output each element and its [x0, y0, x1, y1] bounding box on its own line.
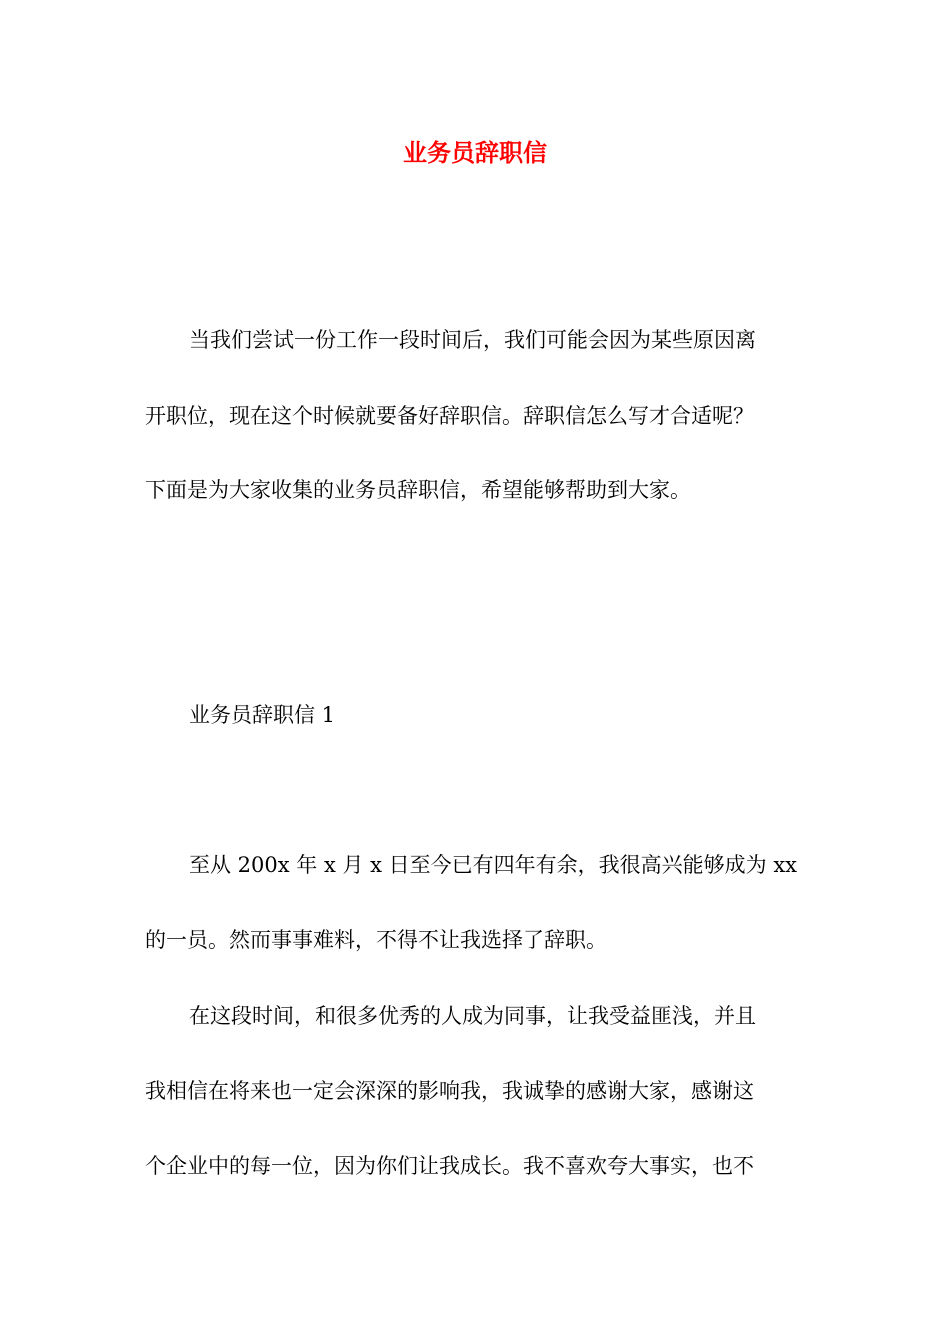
- intro-line: 下面是为大家收集的业务员辞职信，希望能够帮助到大家。: [145, 478, 691, 502]
- section-heading: 业务员辞职信 1: [189, 703, 336, 727]
- paragraph-line: 在这段时间，和很多优秀的人成为同事，让我受益匪浅，并且: [189, 1004, 756, 1028]
- paragraph-line: 我相信在将来也一定会深深的影响我，我诚挚的感谢大家，感谢这: [145, 1079, 754, 1103]
- paragraph-line: 个企业中的每一位，因为你们让我成长。我不喜欢夸大事实，也不: [145, 1154, 754, 1178]
- intro-line: 当我们尝试一份工作一段时间后，我们可能会因为某些原因离: [189, 328, 756, 352]
- paragraph-line: 的一员。然而事事难料，不得不让我选择了辞职。: [145, 928, 607, 952]
- paragraph-line: 至从 200x 年 x 月 x 日至今已有四年有余，我很高兴能够成为 xx: [189, 853, 798, 877]
- intro-line: 开职位，现在这个时候就要备好辞职信。辞职信怎么写才合适呢？: [145, 404, 754, 428]
- document-title: 业务员辞职信: [403, 139, 547, 167]
